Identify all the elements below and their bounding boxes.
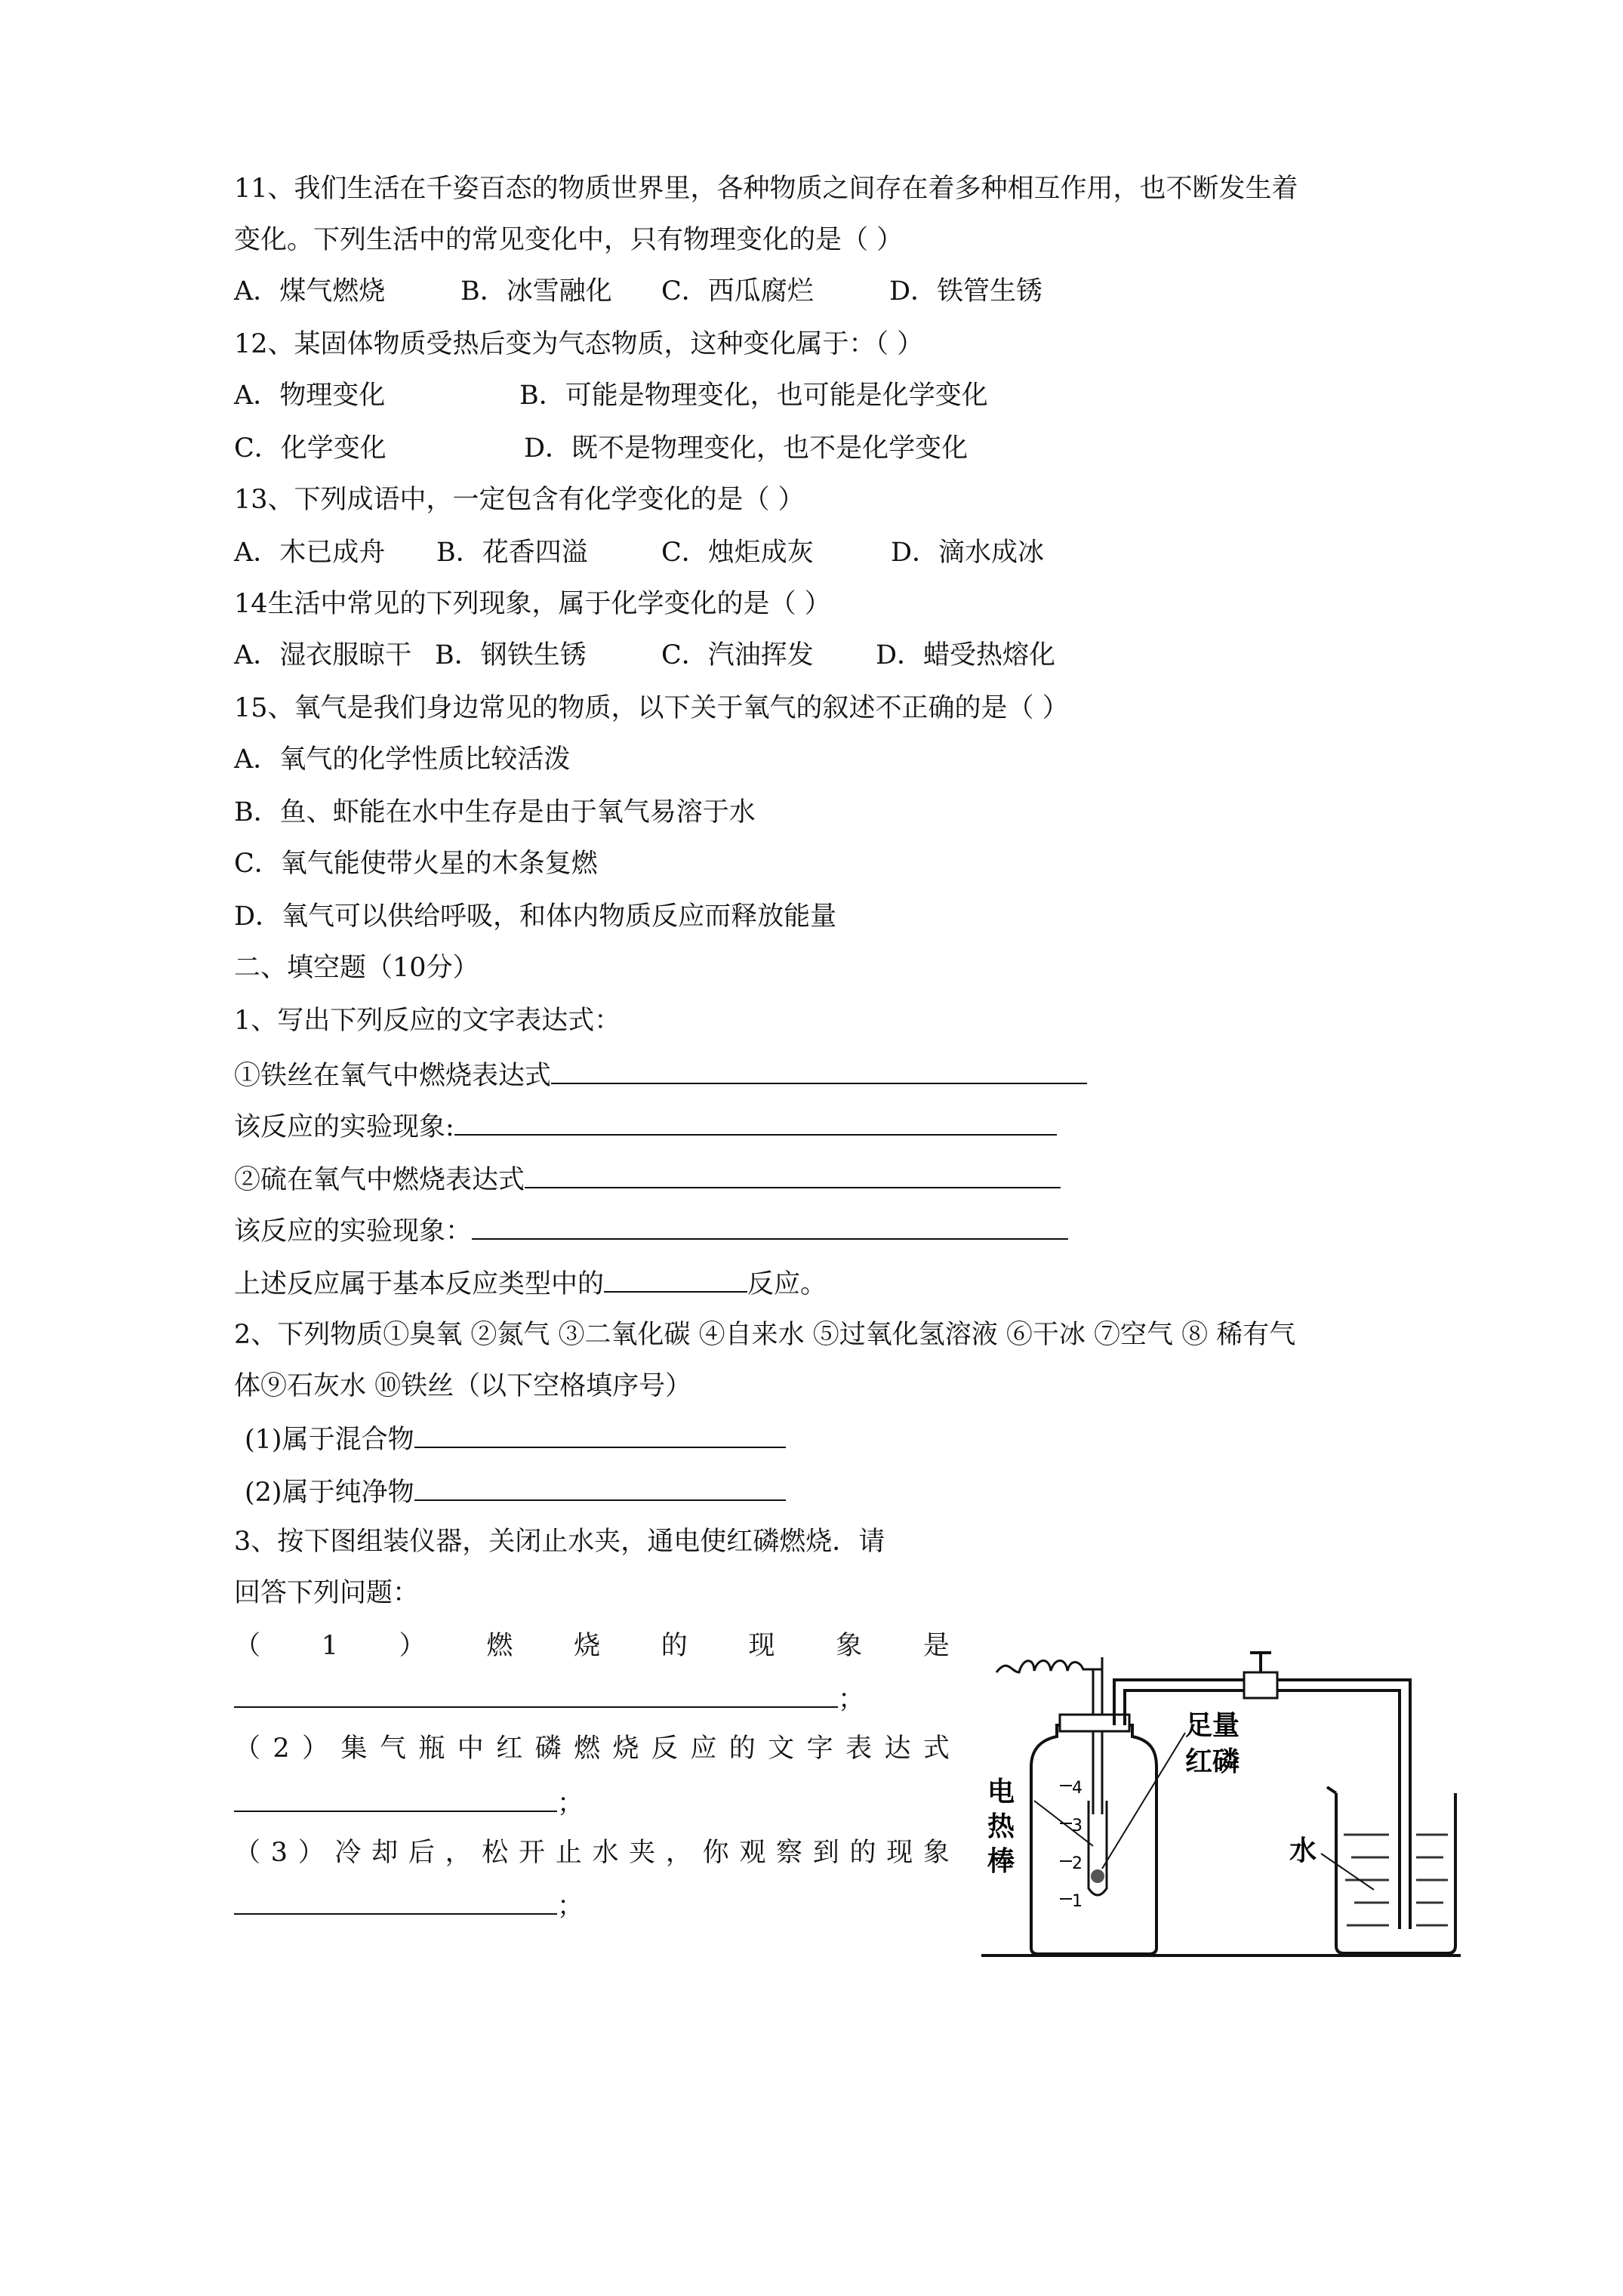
scale-label: 4 bbox=[1072, 1779, 1083, 1798]
q1-char: 烧 bbox=[574, 1631, 601, 1661]
q14-option-d: D．蜡受热熔化 bbox=[876, 640, 1056, 670]
fill1-sulfur-phen-line bbox=[234, 1213, 1068, 1248]
water-clamp[interactable] bbox=[1244, 1672, 1277, 1698]
q13-stem: 13、下列成语中，一定包含有化学变化的是（ ） bbox=[234, 485, 805, 515]
q2-char: 反 bbox=[651, 1734, 678, 1764]
fill3-q1-line bbox=[234, 1629, 950, 1663]
q11-option-b: B．冰雪融化 bbox=[460, 276, 612, 307]
q2-char: 达 bbox=[884, 1734, 911, 1764]
q3-char: 后 bbox=[408, 1838, 435, 1868]
q2-char: 瓶 bbox=[418, 1734, 445, 1764]
q13-option-a: A．木已成舟 bbox=[234, 538, 386, 568]
fill1-iron-phen-label: 该反应的实验现象: bbox=[234, 1112, 454, 1142]
q1-char: 的 bbox=[661, 1631, 688, 1661]
fill3-q2-blank[interactable] bbox=[234, 1785, 557, 1812]
q3-char: 却 bbox=[371, 1838, 399, 1868]
rod-label: 热 bbox=[987, 1811, 1015, 1842]
connecting-tube bbox=[1114, 1680, 1410, 1929]
fill2-mixture-line bbox=[245, 1421, 786, 1456]
q1-char: ） bbox=[399, 1631, 426, 1661]
fill1-type-suffix: 反应。 bbox=[747, 1269, 827, 1299]
q11-option-d: D．铁管生锈 bbox=[889, 276, 1043, 307]
scale-label: 1 bbox=[1072, 1892, 1083, 1911]
q14-option-c: C．汽油挥发 bbox=[661, 640, 814, 670]
fill3-q2-line bbox=[234, 1732, 950, 1765]
q2-char: （ bbox=[234, 1734, 261, 1764]
q3-char: 止 bbox=[555, 1838, 582, 1868]
fill1-sulfur-blank[interactable] bbox=[525, 1161, 1061, 1188]
q3-char: 你 bbox=[702, 1838, 729, 1868]
fill3-q3-answer-line bbox=[234, 1888, 584, 1923]
q3-char: 的 bbox=[849, 1838, 876, 1868]
q3-char: 到 bbox=[812, 1838, 839, 1868]
fill1-sulfur-phen-label: 该反应的实验现象： bbox=[234, 1216, 473, 1247]
fill3-stem-line1: 3、按下图组装仪器，关闭止水夹，通电使红磷燃烧．请 bbox=[234, 1527, 885, 1557]
q3-char: ） bbox=[297, 1838, 325, 1868]
heating-wire bbox=[996, 1661, 1102, 1673]
fill2-pure-line bbox=[245, 1474, 786, 1509]
q2-char: 磷 bbox=[534, 1734, 562, 1764]
q12-option-c: C．化学变化 bbox=[234, 433, 387, 464]
q1-char: 燃 bbox=[486, 1631, 513, 1661]
q3-char: 冷 bbox=[334, 1838, 362, 1868]
q2-char: 2 bbox=[273, 1734, 290, 1764]
q2-char: ） bbox=[302, 1734, 329, 1764]
red-phosphorus bbox=[1091, 1869, 1104, 1883]
q3-char: 3 bbox=[270, 1838, 288, 1868]
q12-option-b: B．可能是物理变化，也可能是化学变化 bbox=[519, 381, 988, 411]
q13-option-b: B．花香四溢 bbox=[436, 538, 588, 568]
fill3-stem-line2: 回答下列问题： bbox=[234, 1578, 420, 1608]
fill1-sulfur-label: ②硫在氧气中燃烧表达式 bbox=[234, 1165, 525, 1195]
fill3-q3-line bbox=[234, 1836, 950, 1869]
q12-stem: 12、某固体物质受热后变为气态物质，这种变化属于：（ ） bbox=[234, 329, 924, 359]
q1-char: 象 bbox=[836, 1631, 863, 1661]
q2-char: 集 bbox=[340, 1734, 368, 1764]
fill3-q1-answer-line bbox=[234, 1681, 864, 1716]
section-title: 二、填空题（10分） bbox=[234, 953, 479, 983]
q3-char: 开 bbox=[519, 1838, 546, 1868]
fill3-q3-end: ； bbox=[557, 1891, 584, 1922]
fill1-iron-phen-line bbox=[234, 1108, 1057, 1144]
q3-char: 察 bbox=[776, 1838, 803, 1868]
phosphorus-label: 红磷 bbox=[1185, 1746, 1240, 1777]
q2-char: 烧 bbox=[612, 1734, 639, 1764]
q3-char: 观 bbox=[739, 1838, 766, 1868]
q2-char: 表 bbox=[845, 1734, 873, 1764]
q3-char: 松 bbox=[482, 1838, 509, 1868]
q15-option-b: B．鱼、虾能在水中生存是由于氧气易溶于水 bbox=[234, 797, 756, 827]
q14-option-a: A．湿衣服晾干 bbox=[234, 640, 412, 670]
q14-option-b: B．钢铁生锈 bbox=[435, 640, 587, 670]
q1-char: 现 bbox=[748, 1631, 775, 1661]
q2-char: 气 bbox=[379, 1734, 406, 1764]
q3-char: 夹 bbox=[629, 1838, 656, 1868]
fill1-stem: 1、写出下列反应的文字表达式： bbox=[234, 1006, 621, 1036]
q12-option-d: D．既不是物理变化，也不是化学变化 bbox=[524, 433, 969, 464]
beaker bbox=[1336, 1793, 1455, 1953]
fill1-iron-phen-blank[interactable] bbox=[454, 1108, 1057, 1136]
rod-label: 棒 bbox=[987, 1846, 1015, 1877]
fill1-type-blank[interactable] bbox=[604, 1265, 747, 1293]
fill1-iron-label: ①铁丝在氧气中燃烧表达式 bbox=[234, 1061, 552, 1091]
q12-option-a: A．物理变化 bbox=[234, 381, 386, 411]
q2-char: 红 bbox=[496, 1734, 523, 1764]
q2-char: 的 bbox=[728, 1734, 756, 1764]
q14-stem: 14生活中常见的下列现象，属于化学变化的是（ ） bbox=[234, 589, 831, 619]
q3-char: （ bbox=[234, 1838, 261, 1868]
phosphorus-label: 足量 bbox=[1185, 1710, 1240, 1741]
fill2-mixture-blank[interactable] bbox=[414, 1421, 786, 1448]
q2-char: 文 bbox=[768, 1734, 795, 1764]
fill1-type-prefix: 上述反应属于基本反应类型中的 bbox=[234, 1269, 605, 1299]
q3-char: 象 bbox=[922, 1838, 950, 1868]
fill3-q1-blank[interactable] bbox=[234, 1681, 838, 1708]
fill3-q2-end: ； bbox=[557, 1789, 584, 1819]
q15-option-a: A．氧气的化学性质比较活泼 bbox=[234, 744, 571, 775]
fill2-stem-line2: 体⑨石灰水 ⑩铁丝（以下空格填序号） bbox=[234, 1371, 692, 1401]
water-label: 水 bbox=[1289, 1835, 1317, 1866]
q2-char: 式 bbox=[922, 1734, 950, 1764]
q3-char: ， bbox=[665, 1838, 692, 1868]
q15-option-d: D．氧气可以供给呼吸，和体内物质反应而释放能量 bbox=[234, 901, 837, 932]
q11-stem-line1: 11、我们生活在千姿百态的物质世界里，各种物质之间存在着多种相互作用，也不断发生着 bbox=[234, 174, 1298, 204]
fill2-pure-label: (2)属于纯净物 bbox=[245, 1478, 414, 1508]
q1-char: 是 bbox=[922, 1631, 950, 1661]
apparatus-figure bbox=[981, 1650, 1464, 1974]
rod-label: 电 bbox=[987, 1777, 1015, 1808]
q15-stem: 15、氧气是我们身边常见的物质，以下关于氧气的叙述不正确的是（ ） bbox=[234, 693, 1069, 723]
q11-option-c: C．西瓜腐烂 bbox=[661, 276, 814, 307]
fill1-sulfur-phen-blank[interactable] bbox=[472, 1213, 1068, 1240]
q3-char: 现 bbox=[886, 1838, 913, 1868]
fill1-iron-line bbox=[234, 1057, 1087, 1093]
scale-label: 2 bbox=[1072, 1854, 1083, 1873]
q3-char: 水 bbox=[592, 1838, 619, 1868]
q3-char: ， bbox=[445, 1838, 472, 1868]
q2-char: 应 bbox=[690, 1734, 717, 1764]
fill1-sulfur-line bbox=[234, 1161, 1061, 1197]
fill1-iron-blank[interactable] bbox=[551, 1057, 1087, 1084]
q2-char: 字 bbox=[806, 1734, 833, 1764]
q1-char: 1 bbox=[321, 1631, 338, 1661]
scale-label: 3 bbox=[1072, 1817, 1083, 1835]
fill3-q3-blank[interactable] bbox=[234, 1888, 557, 1915]
q15-option-c: C．氧气能使带火星的木条复燃 bbox=[234, 849, 598, 879]
q1-char: （ bbox=[234, 1631, 261, 1661]
q11-stem-line2: 变化。下列生活中的常见变化中，只有物理变化的是（ ） bbox=[234, 225, 904, 255]
q11-option-a: A．煤气燃烧 bbox=[234, 276, 386, 307]
fill2-stem-line1: 2、下列物质①臭氧 ②氮气 ③二氧化碳 ④自来水 ⑤过氧化氢溶液 ⑥干冰 ⑦空气 ⑧ 稀有气 bbox=[234, 1320, 1296, 1350]
q2-char: 燃 bbox=[574, 1734, 601, 1764]
q13-option-c: C．烛炬成灰 bbox=[661, 538, 814, 568]
q2-char: 中 bbox=[457, 1734, 484, 1764]
fill2-pure-blank[interactable] bbox=[414, 1474, 786, 1501]
fill2-mixture-label: (1)属于混合物 bbox=[245, 1425, 414, 1455]
fill3-q2-answer-line bbox=[234, 1785, 584, 1820]
fill3-q1-end: ； bbox=[838, 1684, 865, 1715]
fill1-type-line bbox=[234, 1265, 827, 1301]
q13-option-d: D．滴水成冰 bbox=[891, 538, 1045, 568]
